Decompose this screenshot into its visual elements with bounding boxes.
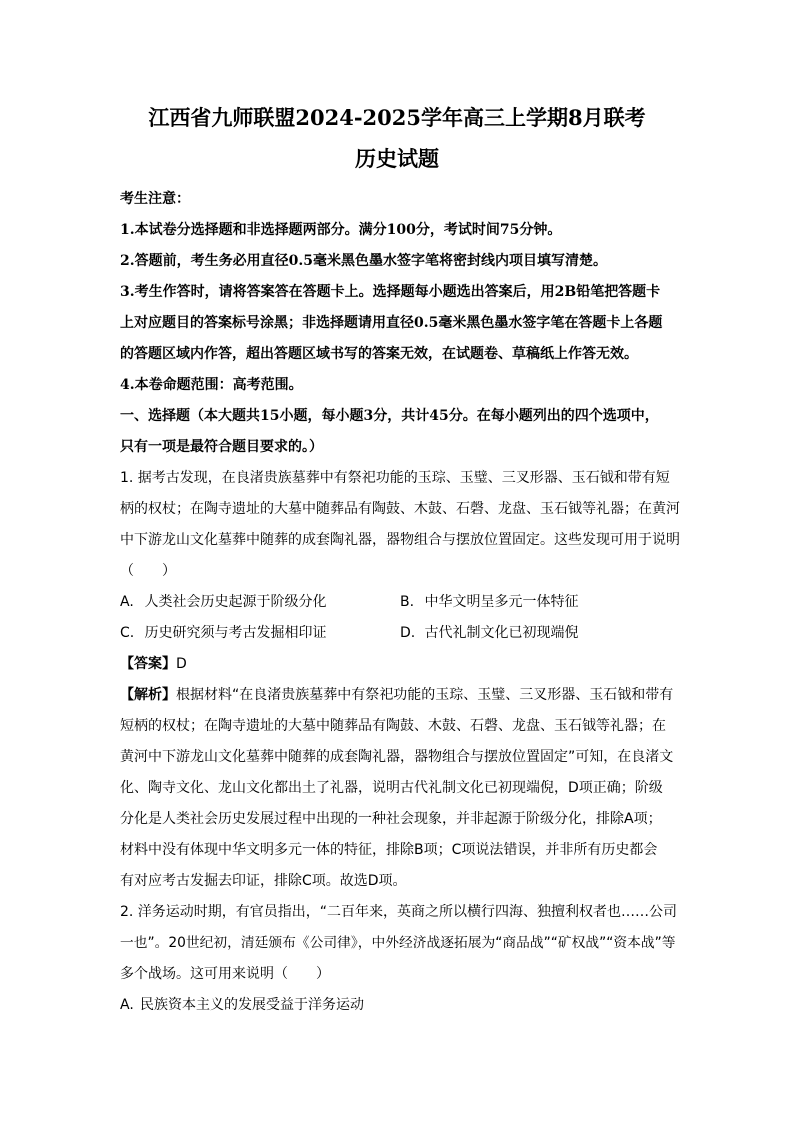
question-1-options-row-2 bbox=[120, 618, 680, 649]
answer-label: 【答案】 bbox=[120, 656, 176, 672]
option-text: 古代礼制文化已初现端倪 bbox=[424, 625, 579, 641]
option-text: 人类社会历史起源于阶级分化 bbox=[144, 594, 327, 610]
option-letter: A. bbox=[120, 594, 134, 610]
question-1-option-a bbox=[120, 587, 400, 618]
option-letter: B. bbox=[400, 594, 415, 610]
option-text: 历史研究须与考古发掘相印证 bbox=[144, 625, 327, 641]
section-heading-line-2: 只有一项是最符合题目要求的。） bbox=[120, 439, 323, 455]
analysis-text: 根据材料“在良渚贵族墓葬中有祭祀功能的玉琮、玉璧、三叉形器、玉石钺和带有 bbox=[176, 687, 674, 703]
question-1-analysis-line-4: 化、陶寺文化、龙山文化都出土了礼器，说明古代礼制文化已初现端倪，D项正确；阶级 bbox=[120, 780, 663, 796]
question-2-line-1: 2. 洋务运动时期，有官员指出，“二百年来，英商之所以横行四海、独擅利权者也……公司 bbox=[120, 904, 678, 920]
question-2-option-a bbox=[120, 990, 680, 1021]
question-1-analysis-line-1 bbox=[120, 680, 680, 711]
notice-heading: 考生注意： bbox=[120, 191, 190, 207]
option-letter: D. bbox=[400, 625, 416, 641]
question-1-analysis-line-5: 分化是人类社会历史发展过程中出现的一种社会现象，并非起源于阶级分化，排除A项； bbox=[120, 811, 662, 827]
notice-item-1: 1.本试卷分选择题和非选择题两部分。满分100分，考试时间75分钟。 bbox=[120, 222, 562, 238]
notice-item-3-line-1: 3.考生作答时，请将答案答在答题卡上。选择题每小题选出答案后，用2B铅笔把答题卡 bbox=[120, 284, 661, 300]
question-2-line-3: 多个战场。这可用来说明（ ） bbox=[120, 966, 330, 982]
section-heading-line-1: 一、选择题（本大题共15小题，每小题3分，共计45分。在每小题列出的四个选项中， bbox=[120, 408, 659, 424]
question-1-answer bbox=[120, 649, 680, 680]
question-1-line-3: 中下游龙山文化墓葬中随葬的成套陶礼器，器物组合与摆放位置固定。这些发现可用于说明 bbox=[120, 532, 680, 548]
question-1-line-4: （ ） bbox=[120, 563, 176, 579]
option-letter: C. bbox=[120, 625, 135, 641]
analysis-label: 【解析】 bbox=[120, 687, 176, 703]
option-letter: A. bbox=[120, 997, 134, 1013]
notice-item-3-line-2: 上对应题目的答案标号涂黑；非选择题请用直径0.5毫米黑色墨水签字笔在答题卡上各题 bbox=[120, 315, 663, 331]
question-1-line-1: 1. 据考古发现，在良渚贵族墓葬中有祭祀功能的玉琮、玉璧、三叉形器、玉石钺和带有短 bbox=[120, 470, 670, 486]
question-1-option-c bbox=[120, 618, 400, 649]
question-1-options-row-1 bbox=[120, 587, 680, 618]
option-text: 民族资本主义的发展受益于洋务运动 bbox=[140, 997, 364, 1013]
exam-title: 江西省九师联盟2024-2025学年高三上学期8月联考 bbox=[148, 105, 646, 130]
option-text: 中华文明呈多元一体特征 bbox=[424, 594, 579, 610]
notice-item-3-line-3: 的答题区域内作答，超出答题区域书写的答案无效，在试题卷、草稿纸上作答无效。 bbox=[120, 346, 638, 362]
question-1-analysis-line-3: 黄河中下游龙山文化墓葬中随葬的成套陶礼器，器物组合与摆放位置固定”可知，在良渚文 bbox=[120, 749, 674, 765]
question-1-analysis-line-6: 材料中没有体现中华文明多元一体的特征，排除B项；C项说法错误，并非所有历史都会 bbox=[120, 842, 658, 858]
question-1-option-d bbox=[400, 618, 680, 649]
question-1-analysis-line-7: 有对应考古发掘去印证，排除C项。故选D项。 bbox=[120, 873, 407, 889]
question-1-option-b bbox=[400, 587, 680, 618]
notice-item-4: 4.本卷命题范围：高考范围。 bbox=[120, 377, 303, 393]
question-2-line-2: 一也”。20世纪初，清廷颁布《公司律》，中外经济战逐拓展为“商品战”“矿权战”“资本战”等 bbox=[120, 935, 676, 951]
question-1-line-2: 柄的权杖；在陶寺遗址的大墓中随葬品有陶鼓、木鼓、石磬、龙盘、玉石钺等礼器；在黄河 bbox=[120, 501, 680, 517]
answer-value: D bbox=[176, 656, 187, 672]
exam-subject-title: 历史试题 bbox=[355, 146, 439, 171]
notice-item-2: 2.答题前，考生务必用直径0.5毫米黑色墨水签字笔将密封线内项目填写清楚。 bbox=[120, 253, 607, 269]
document-body bbox=[120, 184, 680, 1021]
question-1-analysis-line-2: 短柄的权杖；在陶寺遗址的大墓中随葬品有陶鼓、木鼓、石磬、龙盘、玉石钺等礼器；在 bbox=[120, 718, 666, 734]
